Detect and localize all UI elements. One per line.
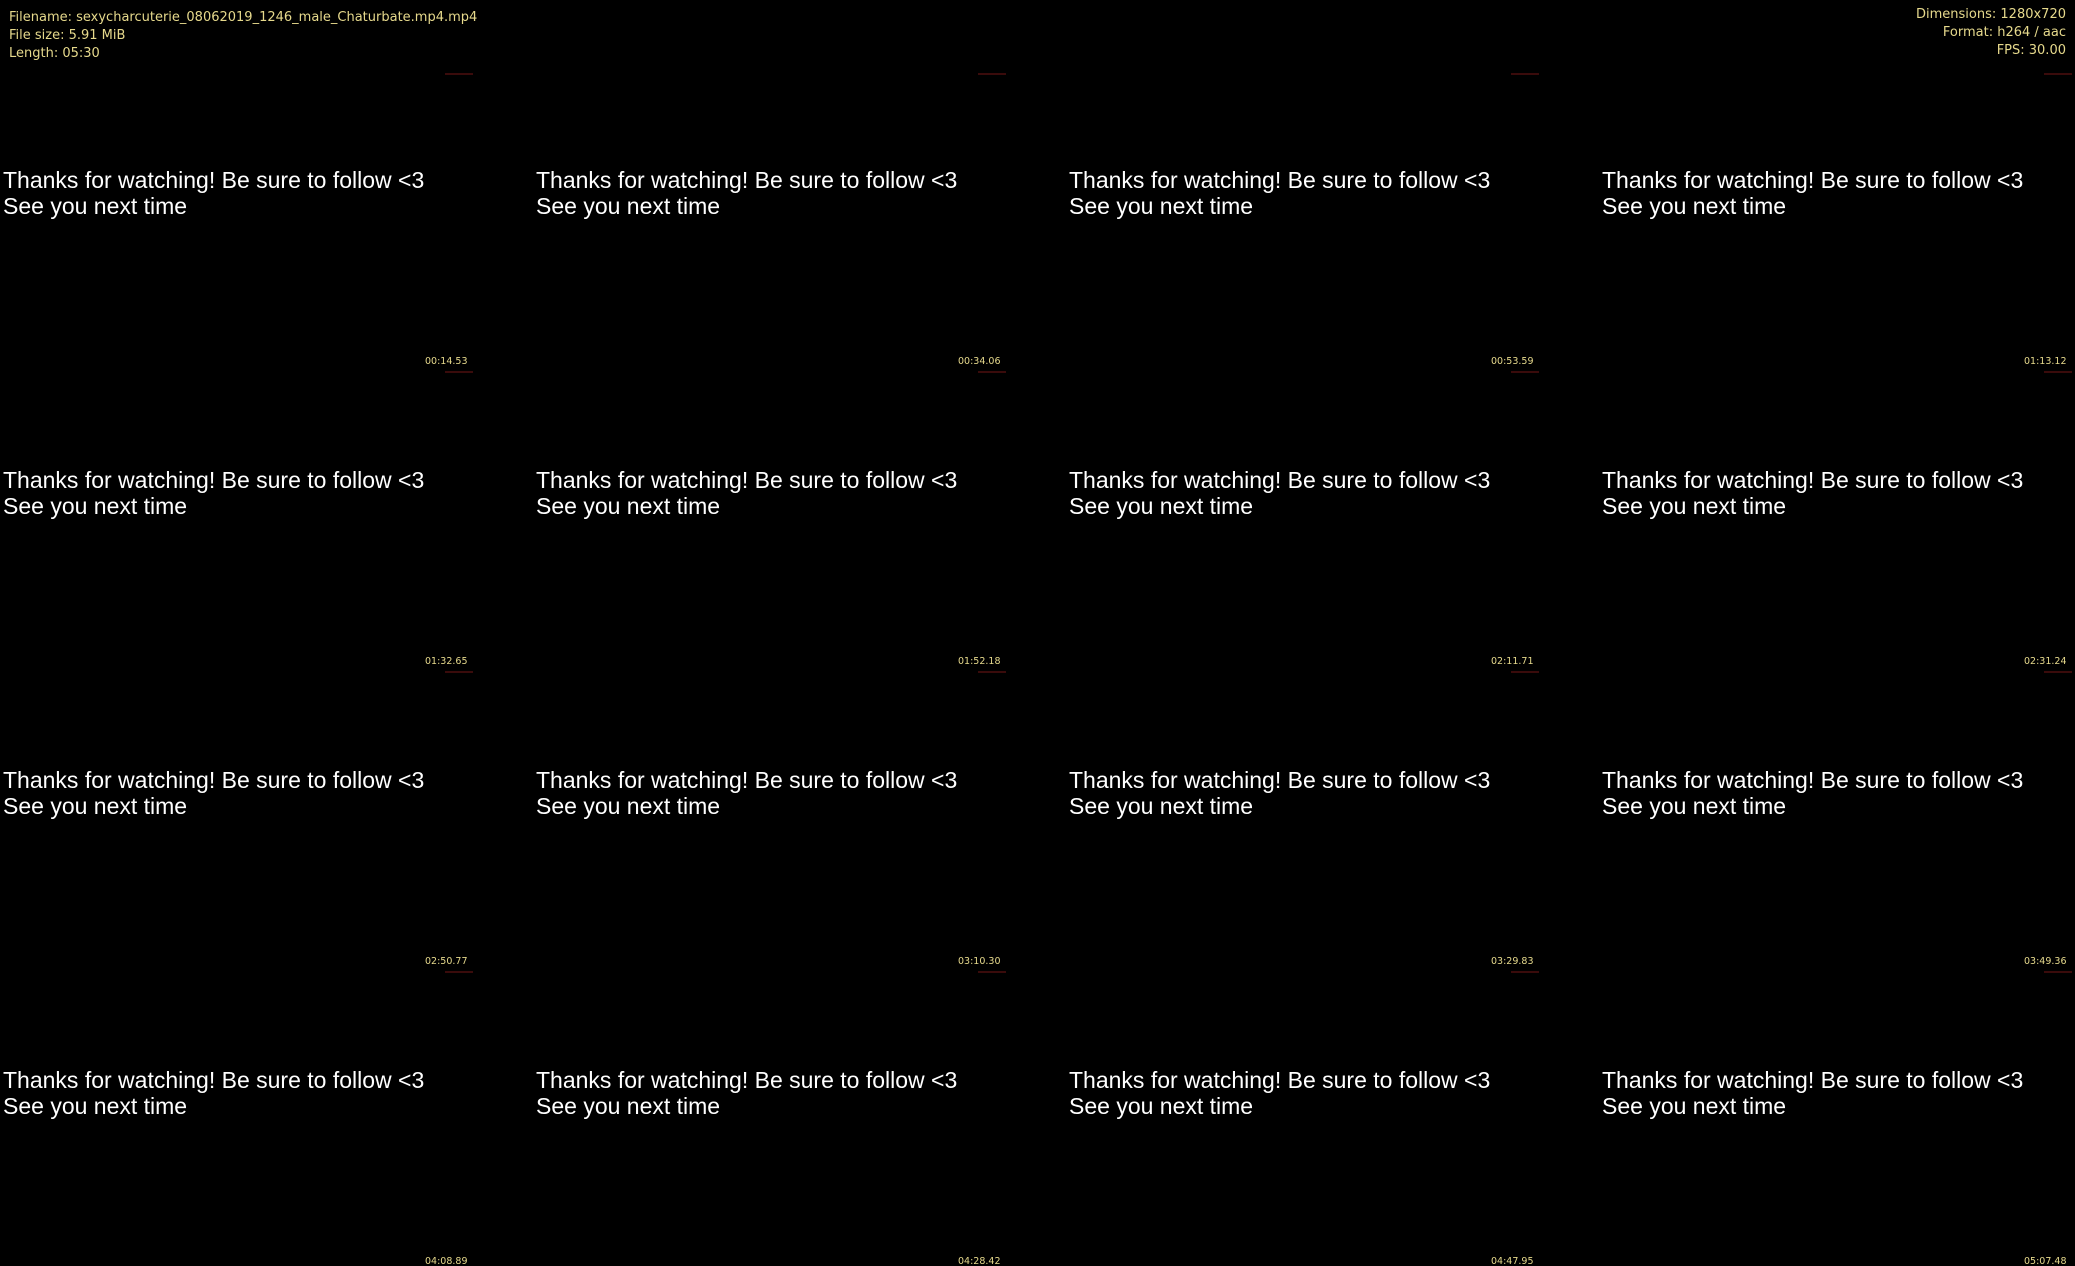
thumbnail-4 [1599,75,2069,375]
caption-line-2: See you next time [536,1093,721,1119]
thumbnail-timestamp: 00:53.59 [1491,356,1534,367]
caption-line-2: See you next time [3,193,188,219]
watermark-mark [445,371,473,373]
caption-line-1: Thanks for watching! Be sure to follow <3 [1602,467,2024,493]
thumbnail-2 [533,75,1003,375]
watermark-mark [2044,971,2072,973]
caption-line-1: Thanks for watching! Be sure to follow <3 [536,467,958,493]
caption-line-1: Thanks for watching! Be sure to follow <3 [1602,1067,2024,1093]
caption-line-2: See you next time [1069,1093,1254,1119]
thumbnail-timestamp: 03:49.36 [2024,956,2067,967]
caption-line-2: See you next time [3,793,188,819]
caption-line-2: See you next time [3,1093,188,1119]
caption-line-2: See you next time [1602,793,1787,819]
filesize-label: File size: 5.91 MiB [9,28,126,43]
watermark-mark [978,671,1006,673]
filename-label: Filename: sexycharcuterie_08062019_1246_male_Chaturbate.mp4.mp4 [9,10,478,25]
thumbnail-timestamp: 04:28.42 [958,1256,1001,1266]
thumbnail-timestamp: 02:11.71 [1491,656,1534,667]
caption-line-2: See you next time [1602,493,1787,519]
caption-line-1: Thanks for watching! Be sure to follow <3 [536,767,958,793]
caption-line-1: Thanks for watching! Be sure to follow <3 [1069,767,1491,793]
file-info [9,9,477,63]
watermark-mark [2044,671,2072,673]
caption-line-1: Thanks for watching! Be sure to follow <3 [1069,467,1491,493]
thumbnail-9 [0,675,470,975]
caption-line-2: See you next time [3,493,188,519]
thumbnail-6 [533,375,1003,675]
caption-line-1: Thanks for watching! Be sure to follow <3 [536,167,958,193]
watermark-mark [445,73,473,75]
watermark-mark [1511,671,1539,673]
watermark-mark [2044,73,2072,75]
watermark-mark [2044,371,2072,373]
thumbnail-10 [533,675,1003,975]
watermark-mark [978,971,1006,973]
info-header [0,0,2075,70]
caption-line-1: Thanks for watching! Be sure to follow <3 [1602,167,2024,193]
thumbnail-timestamp: 00:34.06 [958,356,1001,367]
video-info [1916,6,2066,60]
caption-line-2: See you next time [1602,193,1787,219]
length-label: Length: 05:30 [9,46,100,61]
caption-line-2: See you next time [1069,493,1254,519]
thumbnail-timestamp: 00:14.53 [425,356,468,367]
thumbnail-timestamp: 03:29.83 [1491,956,1534,967]
watermark-mark [1511,371,1539,373]
dimensions-label: Dimensions: 1280x720 [1916,7,2066,22]
caption-line-1: Thanks for watching! Be sure to follow <3 [3,767,425,793]
watermark-mark [445,671,473,673]
thumbnail-12 [1599,675,2069,975]
caption-line-1: Thanks for watching! Be sure to follow <3 [3,167,425,193]
caption-line-1: Thanks for watching! Be sure to follow <3 [1069,167,1491,193]
watermark-mark [978,371,1006,373]
caption-line-2: See you next time [1069,193,1254,219]
thumbnail-timestamp: 01:32.65 [425,656,468,667]
thumbnail-5 [0,375,470,675]
thumbnail-7 [1066,375,1536,675]
thumbnail-13 [0,975,470,1266]
thumbnail-timestamp: 01:52.18 [958,656,1001,667]
watermark-mark [1511,971,1539,973]
caption-line-1: Thanks for watching! Be sure to follow <3 [1602,767,2024,793]
thumbnail-3 [1066,75,1536,375]
caption-line-1: Thanks for watching! Be sure to follow <3 [3,467,425,493]
caption-line-1: Thanks for watching! Be sure to follow <3 [1069,1067,1491,1093]
watermark-mark [445,971,473,973]
thumbnail-timestamp: 02:50.77 [425,956,468,967]
thumbnail-timestamp: 01:13.12 [2024,356,2067,367]
format-label: Format: h264 / aac [1942,25,2066,40]
thumbnail-timestamp: 03:10.30 [958,956,1001,967]
thumbnail-1 [0,75,470,375]
caption-line-2: See you next time [536,493,721,519]
caption-line-2: See you next time [1069,793,1254,819]
thumbnail-timestamp: 04:08.89 [425,1256,468,1266]
thumbnail-14 [533,975,1003,1266]
caption-line-1: Thanks for watching! Be sure to follow <3 [3,1067,425,1093]
caption-line-2: See you next time [536,793,721,819]
watermark-mark [978,73,1006,75]
thumbnail-16 [1599,975,2069,1266]
fps-label: FPS: 30.00 [1996,43,2066,58]
thumbnail-11 [1066,675,1536,975]
caption-line-1: Thanks for watching! Be sure to follow <3 [536,1067,958,1093]
caption-line-2: See you next time [1602,1093,1787,1119]
thumbnail-15 [1066,975,1536,1266]
watermark-mark [1511,73,1539,75]
thumbnail-8 [1599,375,2069,675]
thumbnail-timestamp: 05:07.48 [2024,1256,2067,1266]
caption-line-2: See you next time [536,193,721,219]
thumbnail-timestamp: 02:31.24 [2024,656,2067,667]
thumbnail-timestamp: 04:47.95 [1491,1256,1534,1266]
